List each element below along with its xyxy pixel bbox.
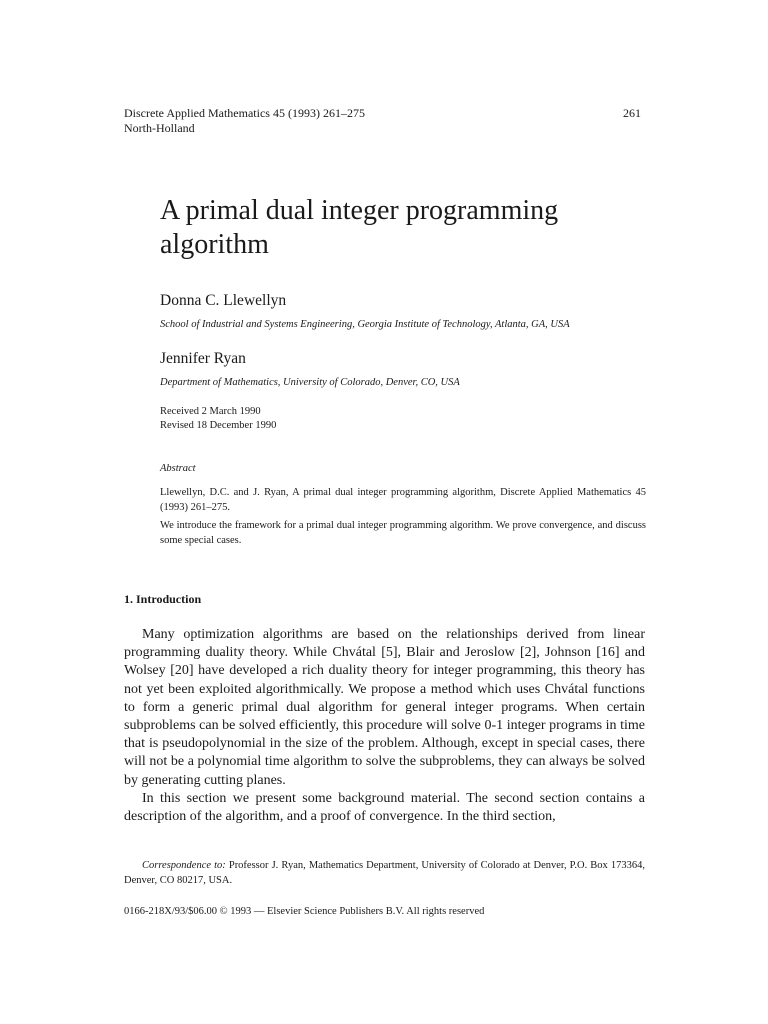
copyright-line: 0166-218X/93/$06.00 © 1993 — Elsevier Science Publishers B.V. All rights reserved (124, 906, 485, 917)
abstract-citation: Llewellyn, D.C. and J. Ryan, A primal dual integer programming algorithm, Discrete Applied Mathematics 45 (1993) 261–275. (160, 487, 646, 513)
paragraph: Many optimization algorithms are based on the relationships derived from linear programming duality theory. While Chvátal [5], Blair and Jeroslow [2], Johnson [16] and Wolsey [20] have developed a rich duality theory for integer programming, this theory has not yet been exploited algorithmically. We propose a method which uses Chvátal functions to form a generic primal dual algorithm for general integer programs. When certain subproblems can be solved efficiently, this procedure will solve 0-1 integer programs in time that is pseudopolynomial in the size of the problem. Although, except in special cases, there will not be a polynomial time algorithm to solve the subproblems, they can always be solved by generating cutting planes. (124, 627, 645, 788)
paper-title: A primal dual integer programming algorithm (160, 195, 559, 260)
section-heading: 1. Introduction (124, 592, 202, 606)
publisher: North-Holland (124, 121, 195, 135)
abstract-heading: Abstract (160, 463, 196, 474)
revised-date: Revised 18 December 1990 (160, 420, 277, 431)
journal-header (124, 106, 365, 136)
author-name: Donna C. Llewellyn (160, 292, 287, 309)
received-date: Received 2 March 1990 (160, 406, 261, 417)
introduction-body (124, 626, 645, 826)
paragraph: In this section we present some background material. The second section contains a description of the algorithm, and a proof of convergence. In the third section, (124, 790, 645, 825)
author-name: Jennifer Ryan (160, 350, 246, 367)
journal-citation: Discrete Applied Mathematics 45 (1993) 261–275 (124, 106, 365, 120)
correspondence-footnote (124, 858, 645, 888)
abstract-text: We introduce the framework for a primal dual integer programming algorithm. We prove convergence, and discuss some special cases. (160, 520, 646, 546)
author-affiliation: Department of Mathematics, University of Colorado, Denver, CO, USA (160, 377, 460, 388)
page-number: 261 (623, 106, 641, 120)
footnote-text: Professor J. Ryan, Mathematics Department, University of Colorado at Denver, P.O. Box 173364, Denver, CO 80217, USA. (124, 860, 645, 886)
footnote-label: Correspondence to: (142, 860, 226, 871)
author-affiliation: School of Industrial and Systems Engineering, Georgia Institute of Technology, Atlanta, GA, USA (160, 319, 570, 330)
